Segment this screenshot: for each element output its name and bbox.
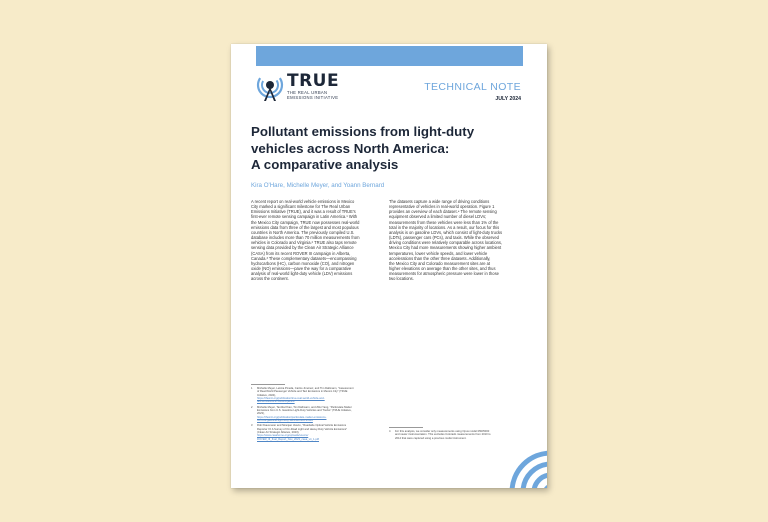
body-text-line: sensing data provided by the Clean Air Strategic Alliance: [251, 245, 354, 251]
footnotes-right: [389, 430, 521, 442]
footnote-line: Michelle Meyer, Tanzila Khan, Tim Dallmann, and Zifei Yang, "Particulate Matter: [257, 405, 352, 409]
footnote-text: [257, 406, 352, 422]
publication-date: JULY 2024: [495, 96, 521, 102]
body-text-line: Mexico City had more measurements showing higher ambient: [389, 245, 502, 251]
body-text-line: analysis of real-world light-duty vehicle (LDV) emissions: [251, 271, 353, 277]
body-text-line: the Mexico City and Colorado measurement sites are at: [389, 260, 491, 266]
footnote-line: 2023),: [257, 412, 265, 416]
footnote-line: Michelle Meyer, Leticia Pineda, Carlos Jiménez, and Tim Dallmann, "Assessment: [257, 387, 354, 390]
body-text-line: equipment observed a limited number of diesel LDVs;: [389, 214, 487, 220]
footnote-text: [395, 430, 491, 440]
footnote-line: (Clean Air Strategic Alliance, 2023),: [257, 430, 300, 434]
body-text-line: two locations.: [389, 276, 414, 282]
footnote: [389, 430, 521, 440]
body-text-line: Canada.³ These complementary datasets—encompassing: [251, 255, 357, 261]
header-color-bar: [256, 46, 523, 66]
footnote: [251, 424, 383, 440]
body-text-line: analysis is on gasoline LDVs, which consist of light-duty trucks: [389, 229, 503, 235]
footnote-text: [257, 424, 347, 440]
footnotes-left: [251, 387, 383, 443]
footnote-link[interactable]: https://theicct.org/publication/true-real-world-vehicle-and-: [257, 396, 325, 400]
body-text-line: (LDTs), passenger cars (PCs), and taxis. While the observed: [389, 235, 499, 241]
body-text-line: measurements from these vehicles were less than 1% of the: [389, 219, 499, 225]
body-text-line: higher elevations on average than the other sites, and thus: [389, 266, 496, 272]
body-text-line: hydrocarbons (HC), carbon monoxide (CO), and nitrogen: [251, 260, 355, 266]
body-text-line: total in the majority of locations. As a result, our focus for this: [389, 224, 500, 230]
body-column-left: [251, 199, 381, 282]
footnote-number: 2: [251, 405, 253, 409]
footnote-link[interactable]: taxi-emissions-in-mexico-jan24/: [257, 400, 295, 404]
footnote-link[interactable]: ROVER_III_final_Report_Nov_2023_casa_v4_1.pdf: [257, 437, 320, 441]
footnote-text: [257, 387, 354, 403]
body-text-line: the Mexico City campaign, TRUE now possesses real-world: [251, 219, 360, 225]
footnote-line: Reporter III: A Survey of On-Road Light and Heavy-Duty Vehicle Emissions": [257, 427, 348, 431]
corner-signal-arcs-icon: [503, 444, 547, 488]
footnote-line: Emissions from U.S. Gasoline Light-Duty Vehicles and Trucks" (TRUE Initiative,: [257, 408, 352, 412]
body-text-line: across the continent.: [251, 276, 289, 282]
body-text-line: emissions data from three of the largest and most populous: [251, 224, 359, 230]
title-line: Pollutant emissions from light-duty: [251, 124, 475, 139]
footnote-line: Rob Klausmeier and Niranjan Vescio, "Roadside Optical Vehicle Emissions: [257, 424, 347, 428]
footnote-number: 1: [251, 387, 253, 390]
body-text-line: database includes more than 70 million measurements from: [251, 235, 360, 241]
footnote: [251, 387, 383, 403]
body-text-line: temperatures, lower vehicle speeds, and lower vehicle: [389, 250, 488, 256]
footnote-line: of Real-World Passenger Vehicle and Taxi Emissions in Mexico City" (TRUE: [257, 390, 348, 394]
body-text-line: vehicles in Colorado and Virginia.² TRUE also taps remote: [251, 240, 357, 246]
document-page: [231, 44, 547, 488]
body-text-line: driving conditions were relatively comparable across locations,: [389, 240, 503, 246]
signal-tower-icon: [256, 72, 286, 102]
logo-tagline: THE REAL URBAN EMISSIONS INITIATIVE: [287, 90, 339, 100]
footnote-line: For this analysis, we consider only measurements using Opus model RSD5000: [395, 430, 490, 433]
body-text-line: representative of vehicles in real-world operation. Figure 1: [389, 204, 495, 210]
footnote-link[interactable]: https://theicct.org/publication/particulate-matter-emissions-: [257, 415, 327, 419]
document-type-label: TECHNICAL NOTE: [424, 81, 521, 93]
body-text-line: countries in North America. The previously compiled U.S.: [251, 229, 355, 235]
title-line: vehicles across North America:: [251, 140, 450, 156]
footnote-link[interactable]: https://www.casahome.org/uploads/source/: [257, 434, 309, 438]
footnote-line: and newer instrumentation. This excludes Colorado measurements from 2010 to: [395, 433, 491, 437]
body-text-line: A recent report on real-world vehicle emissions in Mexico: [251, 199, 355, 204]
body-text-line: measurements for atmospheric pressure were lower in those: [389, 271, 499, 277]
true-logo: [256, 72, 356, 104]
footnote-number: 3: [251, 424, 253, 428]
body-text-line: accelerations than the other three datasets. Additionally,: [389, 255, 491, 261]
body-column-right: [389, 199, 519, 282]
footnote: [251, 406, 383, 422]
footnote-line: Initiative, 2024),: [257, 393, 276, 397]
logo-wordmark: TRUE: [287, 71, 340, 91]
title-line: A comparative analysis: [251, 157, 399, 172]
body-text-line: Emissions Initiative (TRUE), and it was a result of TRUE's: [251, 209, 356, 215]
body-text-line: oxide (NO) emissions—pave the way for a comparative: [251, 266, 352, 272]
footnote-divider-right: [389, 427, 423, 428]
footnote-number: 4: [389, 430, 391, 433]
footnote-link[interactable]: from-us-gasoline-light-duty-vehicles-and-trucks: [257, 418, 313, 422]
footnote-divider-left: [251, 384, 285, 385]
body-text-line: City marked a significant milestone for The Real Urban: [251, 204, 351, 210]
body-text-line: first-ever remote sensing campaign in Latin America.¹ With: [251, 214, 358, 220]
body-text-line: provides an overview of each dataset.⁴ The remote sensing: [389, 209, 497, 215]
body-text-line: (CASA) from its recent ROVER III campaign in Alberta,: [251, 250, 351, 256]
document-title: [251, 124, 491, 174]
footnote-line: 2014 that were captured using a previous model instrument.: [395, 436, 467, 440]
author-list: Kira O'Hare, Michelle Meyer, and Yoann Bernard: [251, 182, 385, 189]
body-text-line: The datasets capture a wide range of driving conditions: [389, 199, 490, 204]
